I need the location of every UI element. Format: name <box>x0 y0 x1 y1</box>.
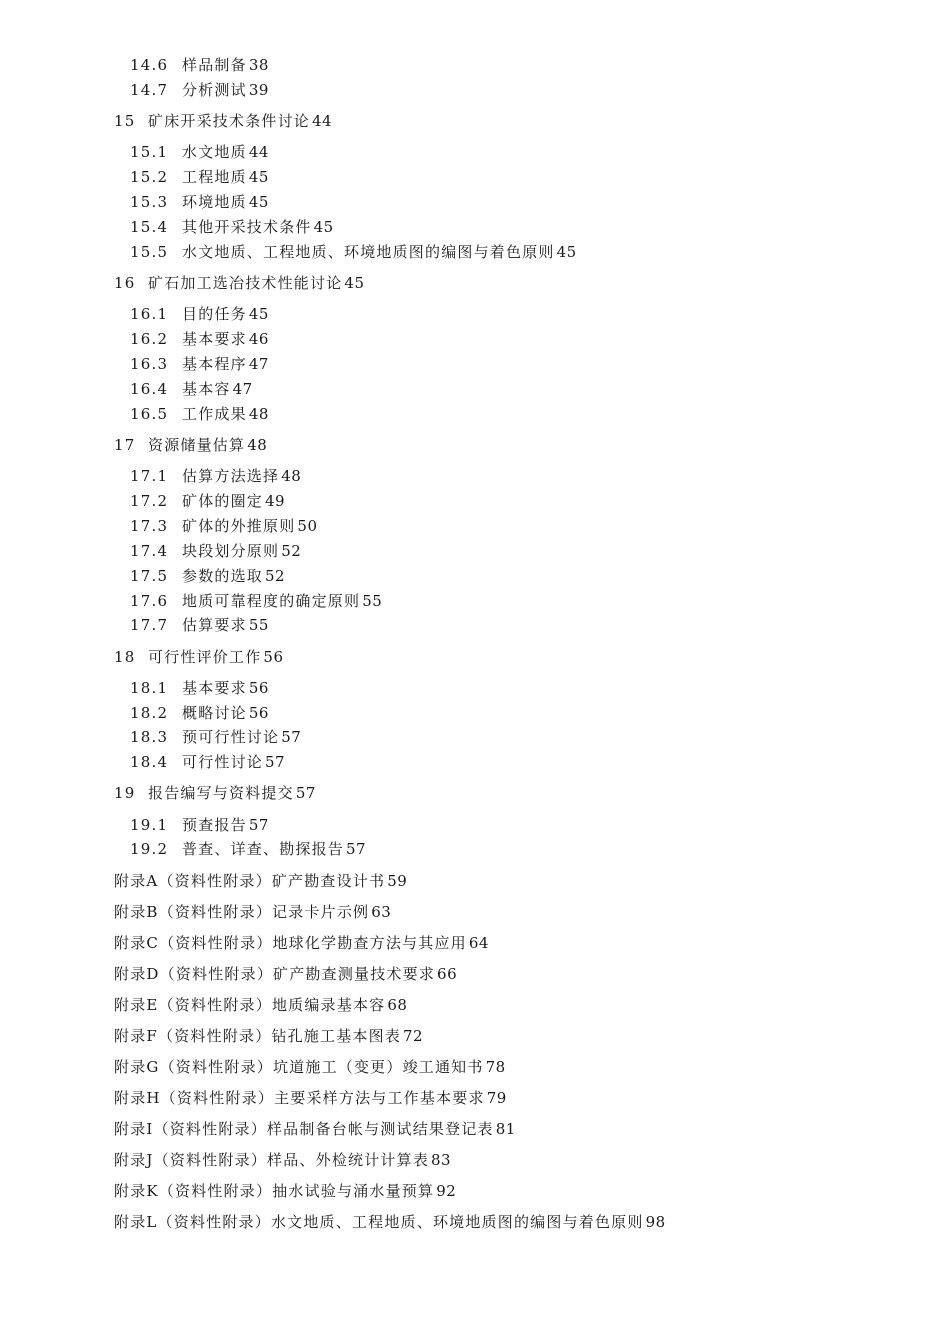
toc-entry-number: 18.3 <box>130 728 169 746</box>
toc-entry-title: 块段划分原则 <box>182 542 280 560</box>
toc-entry-title: 附录G（资料性附录）坑道施工（变更）竣工通知书 <box>114 1058 484 1076</box>
toc-entry-title: 附录H（资料性附录）主要采样方法与工作基本要求 <box>114 1089 485 1107</box>
toc-entry-title: 附录K（资料性附录）抽水试验与涌水量预算 <box>114 1182 435 1200</box>
toc-entry-page-number: 57 <box>265 753 286 771</box>
toc-entry[interactable] <box>130 192 269 212</box>
toc-entry-title: 附录L（资料性附录）水文地质、工程地质、环境地质图的编图与着色原则 <box>114 1213 644 1231</box>
toc-entry-title: 基本要求 <box>182 330 247 348</box>
toc-entry-page-number: 48 <box>247 436 268 454</box>
toc-entry-page-number: 46 <box>248 330 269 348</box>
toc-entry-title: 矿体的外推原则 <box>182 517 296 535</box>
toc-entry-number: 18 <box>114 648 136 666</box>
toc-entry-page-number: 55 <box>362 592 383 610</box>
toc-entry-title: 基本容 <box>182 380 231 398</box>
toc-entry-number: 16 <box>114 274 136 292</box>
toc-entry-page-number: 50 <box>297 517 318 535</box>
toc-entry[interactable] <box>130 304 269 324</box>
toc-entry-number: 19 <box>114 784 136 802</box>
toc-entry-title: 附录J（资料性附录）样品、外检统计计算表 <box>114 1151 430 1169</box>
toc-entry-page-number: 56 <box>248 704 269 722</box>
toc-entry[interactable] <box>130 839 366 859</box>
toc-entry-page-number: 44 <box>312 112 333 130</box>
toc-entry[interactable] <box>130 217 334 237</box>
toc-entry-number: 15 <box>114 112 136 130</box>
toc-entry[interactable] <box>130 678 269 698</box>
toc-entry-title: 地质可靠程度的确定原则 <box>182 592 361 610</box>
toc-entry-number: 15.2 <box>130 168 169 186</box>
toc-entry-title: 附录I（资料性附录）样品制备台帐与测试结果登记表 <box>114 1120 494 1138</box>
toc-entry-page-number: 57 <box>295 784 316 802</box>
toc-entry-page-number: 78 <box>485 1058 506 1076</box>
toc-entry-title: 附录D（资料性附录）矿产勘查测量技术要求 <box>114 965 436 983</box>
toc-entry-number: 17.2 <box>130 492 169 510</box>
toc-entry[interactable] <box>130 541 301 561</box>
toc-entry-page-number: 59 <box>387 872 408 890</box>
toc-entry-title: 附录A（资料性附录）矿产勘查设计书 <box>114 872 386 890</box>
toc-entry-number: 15.5 <box>130 243 169 261</box>
toc-entry-page-number: 38 <box>248 56 269 74</box>
toc-entry-page-number: 56 <box>248 679 269 697</box>
toc-entry-number: 16.5 <box>130 405 169 423</box>
toc-entry-number: 16.2 <box>130 330 169 348</box>
toc-entry-number: 17.4 <box>130 542 169 560</box>
toc-entry-title: 水文地质 <box>182 143 247 161</box>
toc-entry-page-number: 57 <box>281 728 302 746</box>
toc-entry-title: 水文地质、工程地质、环境地质图的编图与着色原则 <box>182 243 555 261</box>
toc-entry-number: 17.1 <box>130 467 169 485</box>
toc-entry[interactable] <box>130 615 269 635</box>
toc-entry-page-number: 57 <box>248 816 269 834</box>
toc-entry-page-number: 55 <box>248 616 269 634</box>
toc-entry-page-number: 72 <box>403 1027 424 1045</box>
toc-entry-number: 16.4 <box>130 380 169 398</box>
toc-entry-page-number: 47 <box>248 355 269 373</box>
toc-entry-title: 可行性评价工作 <box>148 648 262 666</box>
toc-entry-page-number: 45 <box>248 193 269 211</box>
toc-entry-number: 15.4 <box>130 218 169 236</box>
toc-entry-number: 17 <box>114 436 136 454</box>
toc-entry-title: 基本程序 <box>182 355 247 373</box>
toc-entry[interactable] <box>114 995 407 1015</box>
toc-entry-page-number: 48 <box>248 405 269 423</box>
toc-entry-title: 报告编写与资料提交 <box>148 784 294 802</box>
toc-entry[interactable] <box>114 435 267 455</box>
toc-entry-number: 17.6 <box>130 592 169 610</box>
toc-entry-page-number: 52 <box>281 542 302 560</box>
toc-entry-page-number: 79 <box>486 1089 507 1107</box>
toc-entry[interactable] <box>114 111 332 131</box>
toc-entry-page-number: 83 <box>431 1151 452 1169</box>
toc-entry-title: 环境地质 <box>182 193 247 211</box>
toc-entry-title: 附录B（资料性附录）记录卡片示例 <box>114 903 370 921</box>
toc-entry-title: 分析测试 <box>182 81 247 99</box>
toc-entry-title: 估算方法选择 <box>182 467 280 485</box>
toc-entry-title: 其他开采技术条件 <box>182 218 312 236</box>
toc-entry[interactable] <box>114 1026 423 1046</box>
toc-entry-number: 19.1 <box>130 816 169 834</box>
toc-entry-number: 19.2 <box>130 840 169 858</box>
toc-entry-page-number: 64 <box>468 934 489 952</box>
toc-entry-page-number: 66 <box>437 965 458 983</box>
toc-entry-title: 普查、详查、勘探报告 <box>182 840 345 858</box>
toc-entry-number: 18.4 <box>130 753 169 771</box>
toc-entry-title: 可行性讨论 <box>182 753 264 771</box>
toc-entry[interactable] <box>130 591 382 611</box>
toc-entry-page-number: 44 <box>248 143 269 161</box>
toc-entry-title: 附录F（资料性附录）钻孔施工基本图表 <box>114 1027 402 1045</box>
toc-entry[interactable] <box>114 783 316 803</box>
toc-entry[interactable] <box>130 379 253 399</box>
toc-entry-title: 基本要求 <box>182 679 247 697</box>
toc-entry-number: 18.2 <box>130 704 169 722</box>
toc-entry[interactable] <box>130 466 301 486</box>
toc-entry[interactable] <box>114 871 407 891</box>
toc-entry-title: 预可行性讨论 <box>182 728 280 746</box>
toc-entry[interactable] <box>130 329 269 349</box>
toc-entry-number: 15.3 <box>130 193 169 211</box>
toc-entry[interactable] <box>114 1150 451 1170</box>
toc-entry-page-number: 47 <box>232 380 253 398</box>
toc-entry[interactable] <box>130 727 301 747</box>
toc-entry-page-number: 45 <box>556 243 577 261</box>
toc-entry-title: 矿体的圈定 <box>182 492 264 510</box>
toc-entry[interactable] <box>130 491 285 511</box>
toc-entry[interactable] <box>130 703 269 723</box>
toc-entry-title: 工程地质 <box>182 168 247 186</box>
toc-entry-title: 估算要求 <box>182 616 247 634</box>
toc-entry-page-number: 45 <box>248 168 269 186</box>
toc-entry[interactable] <box>130 242 577 262</box>
toc-entry[interactable] <box>114 273 365 293</box>
toc-entry-title: 样品制备 <box>182 56 247 74</box>
toc-entry-page-number: 68 <box>387 996 408 1014</box>
toc-entry[interactable] <box>130 516 318 536</box>
toc-entry-title: 目的任务 <box>182 305 247 323</box>
toc-entry-number: 14.7 <box>130 81 169 99</box>
toc-entry-title: 概略讨论 <box>182 704 247 722</box>
toc-entry-title: 附录E（资料性附录）地质编录基本容 <box>114 996 386 1014</box>
toc-entry-title: 矿石加工选冶技术性能讨论 <box>148 274 343 292</box>
toc-entry-page-number: 63 <box>371 903 392 921</box>
toc-entry[interactable] <box>114 933 489 953</box>
toc-entry[interactable] <box>130 80 269 100</box>
toc-entry-page-number: 57 <box>346 840 367 858</box>
toc-entry-number: 17.3 <box>130 517 169 535</box>
toc-entry[interactable] <box>130 354 269 374</box>
toc-entry-title: 参数的选取 <box>182 567 264 585</box>
toc-entry-page-number: 45 <box>248 305 269 323</box>
toc-entry[interactable] <box>130 752 285 772</box>
toc-entry[interactable] <box>114 1181 456 1201</box>
toc-entry[interactable] <box>114 1119 516 1139</box>
toc-entry-page-number: 49 <box>265 492 286 510</box>
toc-entry[interactable] <box>114 1057 506 1077</box>
toc-entry[interactable] <box>114 1212 666 1232</box>
toc-entry-number: 17.5 <box>130 567 169 585</box>
toc-entry-page-number: 98 <box>645 1213 666 1231</box>
toc-entry[interactable] <box>114 647 284 667</box>
toc-entry-number: 16.1 <box>130 305 169 323</box>
toc-entry-page-number: 52 <box>265 567 286 585</box>
toc-entry-title: 预查报告 <box>182 816 247 834</box>
toc-entry-number: 16.3 <box>130 355 169 373</box>
toc-entry-number: 17.7 <box>130 616 169 634</box>
toc-entry-page-number: 92 <box>436 1182 457 1200</box>
toc-entry-page-number: 45 <box>313 218 334 236</box>
toc-entry[interactable] <box>130 142 269 162</box>
toc-entry-title: 附录C（资料性附录）地球化学勘查方法与其应用 <box>114 934 467 952</box>
toc-entry-page-number: 48 <box>281 467 302 485</box>
toc-entry[interactable] <box>114 902 391 922</box>
toc-entry-title: 工作成果 <box>182 405 247 423</box>
toc-entry-page-number: 81 <box>495 1120 516 1138</box>
toc-entry[interactable] <box>114 964 457 984</box>
toc-entry-title: 资源储量估算 <box>148 436 246 454</box>
toc-entry[interactable] <box>130 566 285 586</box>
toc-entry[interactable] <box>114 1088 507 1108</box>
toc-entry-page-number: 45 <box>344 274 365 292</box>
toc-entry-number: 14.6 <box>130 56 169 74</box>
toc-entry[interactable] <box>130 55 269 75</box>
toc-entry-title: 矿床开采技术条件讨论 <box>148 112 311 130</box>
toc-entry-page-number: 56 <box>263 648 284 666</box>
toc-entry[interactable] <box>130 815 269 835</box>
toc-entry[interactable] <box>130 167 269 187</box>
toc-entry-page-number: 39 <box>248 81 269 99</box>
toc-entry-number: 18.1 <box>130 679 169 697</box>
toc-entry[interactable] <box>130 404 269 424</box>
toc-entry-number: 15.1 <box>130 143 169 161</box>
